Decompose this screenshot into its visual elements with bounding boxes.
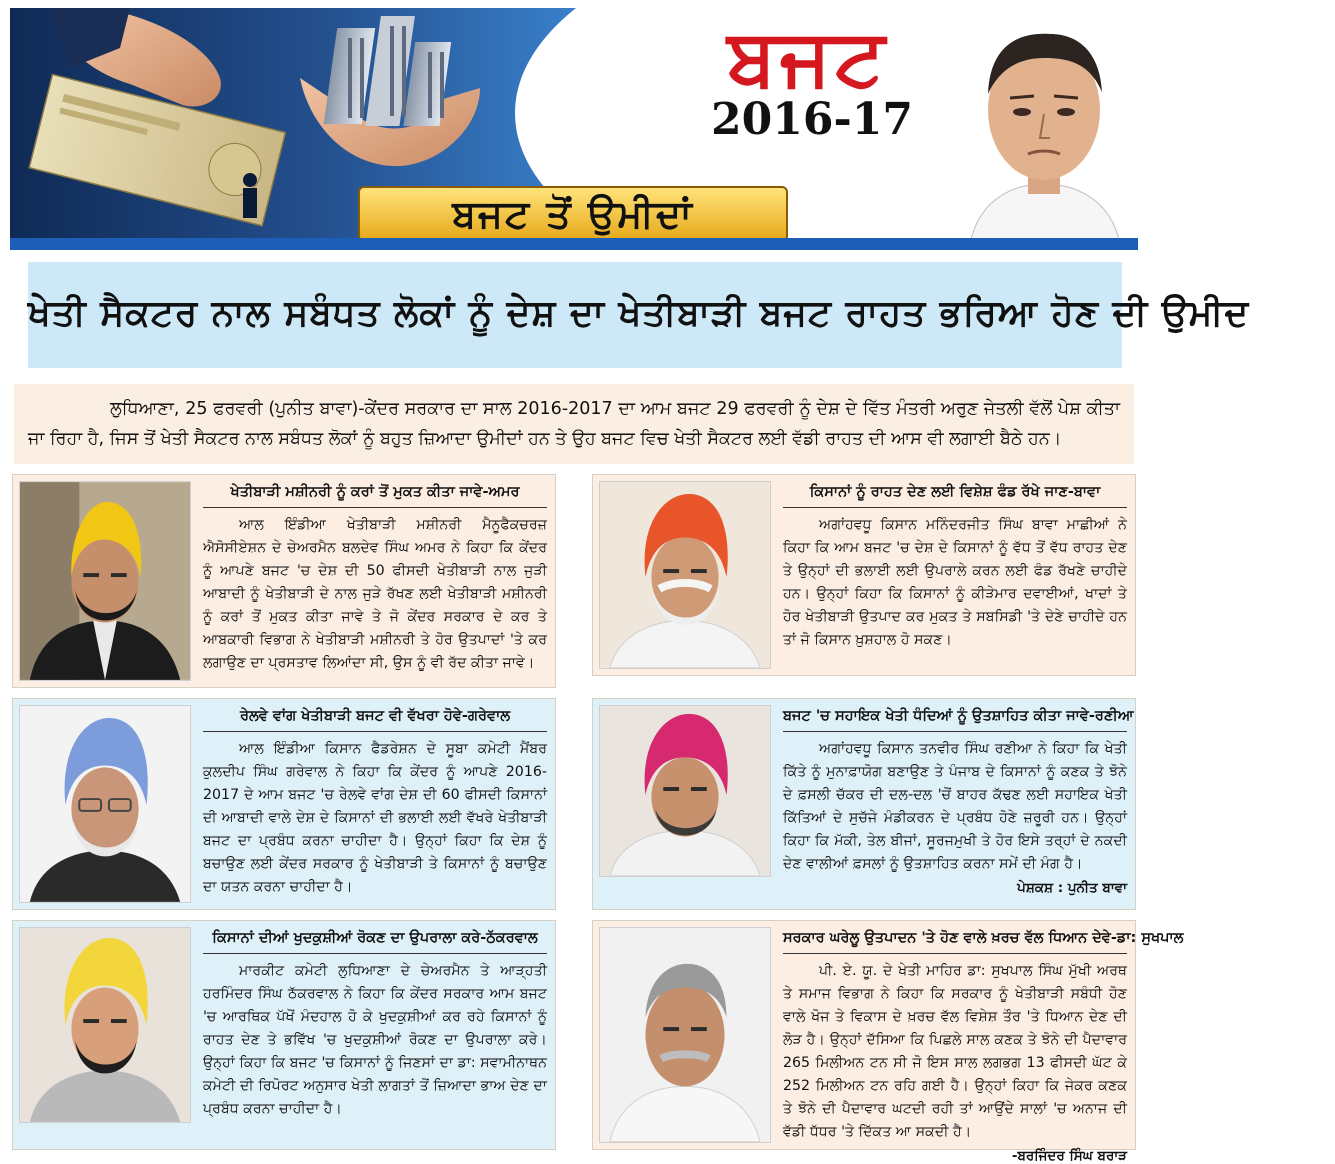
- card-title: ਕਿਸਾਨਾਂ ਦੀਆਂ ਖੁਦਕੁਸ਼ੀਆਂ ਰੋਕਣ ਦਾ ਉਪਰਾਲਾ ਕਰੇ-ਠੱਕਰਵਾਲ: [203, 927, 547, 954]
- person-portrait: [600, 482, 770, 668]
- card-paragraph: ਅਗਾਂਹਵਧੂ ਕਿਸਾਨ ਮਨਿੰਦਰਜੀਤ ਸਿੰਘ ਬਾਵਾ ਮਾਛੀਆਂ ਨੇ ਕਿਹਾ ਕਿ ਆਮ ਬਜਟ 'ਚ ਦੇਸ਼ ਦੇ ਕਿਸਾਨਾਂ ਨੂੰ ਵੱਧ ਤੋਂ ਵੱਧ ਰਾਹਤ ਦੇਣ ਤੇ ਉਨ੍ਹਾਂ ਦੀ ਭਲਾਈ ਲਈ ਉਪਰਾਲੇ ਕਰਨ ਲਈ ਫੰਡ ਰੱਖਣੇ ਚਾਹੀਦੇ ਹਨ। ਉਨ੍ਹਾਂ ਕਿਹਾ ਕਿ ਕਿਸਾਨਾਂ ਨੂੰ ਕੀੜੇਮਾਰ ਦਵਾਈਆਂ, ਖਾਦਾਂ ਤੇ ਹੋਰ ਖੇਤੀਬਾੜੀ ਉਤਪਾਦ ਕਰ ਮੁਕਤ ਤੇ ਸਬਸਿਡੀ 'ਤੇ ਦੇਣੇ ਚਾਹੀਦੇ ਹਨ ਤਾਂ ਜੋ ਕਿਸਾਨ ਖ਼ੁਸ਼ਹਾਲ ਹੋ ਸਕਣ।: [783, 517, 1127, 648]
- finance-minister-portrait: [950, 14, 1138, 244]
- person-portrait: [20, 706, 190, 902]
- person-photo: [19, 927, 191, 1123]
- card-paragraph: ਮਾਰਕੀਟ ਕਮੇਟੀ ਲੁਧਿਆਣਾ ਦੇ ਚੇਅਰਮੈਨ ਤੇ ਆੜ੍ਹਤੀ ਹਰਮਿੰਦਰ ਸਿੰਘ ਠੱਕਰਵਾਲ ਨੇ ਕਿਹਾ ਕਿ ਕੇਂਦਰ ਸਰਕਾਰ ਆਮ ਬਜਟ 'ਚ ਆਰਥਿਕ ਪੱਖੋਂ ਮੰਦਹਾਲ ਹੋ ਕੇ ਖੁਦਕੁਸ਼ੀਆਂ ਕਰ ਰਹੇ ਕਿਸਾਨਾਂ ਨੂੰ ਰਾਹਤ ਦੇਣ ਤੇ ਭਵਿੱਖ 'ਚ ਖੁਦਕੁਸ਼ੀਆਂ ਰੋਕਣ ਦਾ ਉਪਰਾਲਾ ਕਰੇ। ਉਨ੍ਹਾਂ ਕਿਹਾ ਕਿ ਬਜਟ 'ਚ ਕਿਸਾਨਾਂ ਨੂੰ ਜਿਣਸਾਂ ਦਾ ਡਾ: ਸਵਾਮੀਨਾਥਨ ਕਮੇਟੀ ਦੀ ਰਿਪੋਰਟ ਅਨੁਸਾਰ ਖੇਤੀ ਲਾਗਤਾਂ ਤੋਂ ਜ਼ਿਆਦਾ ਭਾਅ ਦੇਣ ਦਾ ਪ੍ਰਬੰਧ ਕਰਨਾ ਚਾਹੀਦਾ ਹੈ।: [203, 963, 547, 1117]
- card-paragraph: ਅਗਾਂਹਵਧੂ ਕਿਸਾਨ ਤਨਵੀਰ ਸਿੰਘ ਰਣੀਆ ਨੇ ਕਿਹਾ ਕਿ ਖੇਤੀ ਕਿੱਤੇ ਨੂੰ ਮੁਨਾਫ਼ਾਯੋਗ ਬਣਾਉਣ ਤੇ ਪੰਜਾਬ ਦੇ ਕਿਸਾਨਾਂ ਨੂੰ ਕਣਕ ਤੇ ਝੋਨੇ ਦੇ ਫ਼ਸਲੀ ਚੱਕਰ ਦੀ ਦਲ-ਦਲ 'ਚੋਂ ਬਾਹਰ ਕੱਢਣ ਲਈ ਸਹਾਇਕ ਖੇਤੀ ਕਿੱਤਿਆਂ ਦੇ ਸੁਚੱਜੇ ਮੰਡੀਕਰਨ ਦੇ ਪ੍ਰਬੰਧ ਹੋਣੇ ਜ਼ਰੂਰੀ ਹਨ। ਉਨ੍ਹਾਂ ਕਿਹਾ ਕਿ ਮੱਕੀ, ਤੇਲ ਬੀਜਾਂ, ਸੂਰਜਮੁਖੀ ਤੇ ਹੋਰ ਇਸੇ ਤਰ੍ਹਾਂ ਦੇ ਨਕਦੀ ਦੇਣ ਵਾਲੀਆਂ ਫ਼ਸਲਾਂ ਨੂੰ ਉਤਸ਼ਾਹਿਤ ਕਰਨਾ ਸਮੇਂ ਦੀ ਮੰਗ ਹੈ।: [783, 741, 1127, 872]
- person-photo: [599, 481, 771, 669]
- person-photo: [19, 705, 191, 903]
- card-body: [203, 705, 547, 899]
- card-body: [203, 927, 547, 1121]
- businessman-silhouette: [243, 173, 257, 218]
- card-paragraph: ਆਲ ਇੰਡੀਆ ਕਿਸਾਨ ਫੈਡਰੇਸ਼ਨ ਦੇ ਸੂਬਾ ਕਮੇਟੀ ਮੈਂਬਰ ਕੁਲਦੀਪ ਸਿੰਘ ਗਰੇਵਾਲ ਨੇ ਕਿਹਾ ਕਿ ਕੇਂਦਰ ਨੂੰ ਆਪਣੇ 2016-2017 ਦੇ ਆਮ ਬਜਟ 'ਚ ਰੇਲਵੇ ਵਾਂਗ ਦੇਸ਼ ਦੀ 60 ਫੀਸਦੀ ਕਿਸਾਨਾਂ ਦੀ ਆਬਾਦੀ ਵਾਲੇ ਦੇਸ਼ ਦੇ ਕਿਸਾਨਾਂ ਦੀ ਭਲਾਈ ਲਈ ਵੱਖਰੇ ਖੇਤੀਬਾੜੀ ਬਜਟ ਦਾ ਪ੍ਰਬੰਧ ਕਰਨਾ ਚਾਹੀਦਾ ਹੈ। ਉਨ੍ਹਾਂ ਕਿਹਾ ਕਿ ਦੇਸ਼ ਨੂੰ ਬਚਾਉਣ ਲਈ ਕੇਂਦਰ ਸਰਕਾਰ ਨੂੰ ਖੇਤੀਬਾੜੀ ਤੇ ਕਿਸਾਨਾਂ ਨੂੰ ਬਚਾਉਣ ਦਾ ਯਤਨ ਕਰਨਾ ਚਾਹੀਦਾ ਹੈ।: [203, 741, 547, 895]
- opinion-card: [12, 474, 556, 688]
- budget-subtitle: ਬਜਟ ਤੋਂ ਉਮੀਦਾਂ: [358, 186, 788, 242]
- budget-year: 2016-17: [711, 94, 913, 145]
- opinion-card: [592, 474, 1136, 676]
- budget-title: ਬਜਟ: [727, 13, 889, 103]
- person-photo: [599, 927, 771, 1143]
- opinion-card: [592, 698, 1136, 910]
- opinion-card: [592, 920, 1184, 1164]
- card-text: [203, 738, 547, 899]
- person-portrait: [20, 482, 190, 680]
- card-text: [783, 514, 1127, 652]
- card-text: [203, 960, 547, 1121]
- opinion-card: [12, 920, 556, 1150]
- intro-paragraph: [14, 384, 1134, 464]
- opinion-card: [12, 698, 556, 910]
- person-portrait: [600, 928, 770, 1142]
- person-portrait: [20, 928, 190, 1122]
- card-text: [783, 960, 1127, 1144]
- card-paragraph: ਪੀ. ਏ. ਯੂ. ਦੇ ਖੇਤੀ ਮਾਹਿਰ ਡਾ: ਸੁਖਪਾਲ ਸਿੰਘ ਮੁੱਖੀ ਅਰਥ ਤੇ ਸਮਾਜ ਵਿਭਾਗ ਨੇ ਕਿਹਾ ਕਿ ਸਰਕਾਰ ਨੂੰ ਖੇਤੀਬਾੜੀ ਸਬੰਧੀ ਹੋਣ ਵਾਲੇ ਖੋਜ ਤੇ ਵਿਕਾਸ ਦੇ ਖ਼ਰਚ ਵੱਲ ਵਿਸ਼ੇਸ਼ ਤੌਰ 'ਤੇ ਧਿਆਨ ਦੇਣ ਦੀ ਲੋੜ ਹੈ। ਉਨ੍ਹਾਂ ਦੱਸਿਆ ਕਿ ਪਿਛਲੇ ਸਾਲ ਕਣਕ ਤੇ ਝੋਨੇ ਦੀ ਪੈਦਾਵਾਰ 265 ਮਿਲੀਅਨ ਟਨ ਸੀ ਜੋ ਇਸ ਸਾਲ ਲਗਭਗ 13 ਫੀਸਦੀ ਘੱਟ ਕੇ 252 ਮਿਲੀਅਨ ਟਨ ਰਹਿ ਗਈ ਹੈ। ਉਨ੍ਹਾਂ ਕਿਹਾ ਕਿ ਜੇਕਰ ਕਣਕ ਤੇ ਝੋਨੇ ਦੀ ਪੈਦਾਵਾਰ ਘਟਦੀ ਰਹੀ ਤਾਂ ਆਉਂਦੇ ਸਾਲਾਂ 'ਚ ਅਨਾਜ ਦੀ ਵੱਡੀ ਧੱਧਰ 'ਤੇ ਦਿੱਕਤ ਆ ਸਕਦੀ ਹੈ।: [783, 963, 1127, 1140]
- person-portrait: [600, 706, 770, 876]
- card-paragraph: ਆਲ ਇੰਡੀਆ ਖੇਤੀਬਾੜੀ ਮਸ਼ੀਨਰੀ ਮੈਨੂਫੈਕਚਰਜ਼ ਐਸੋਸੀਏਸ਼ਨ ਦੇ ਚੇਅਰਮੈਨ ਬਲਦੇਵ ਸਿੰਘ ਅਮਰ ਨੇ ਕਿਹਾ ਕਿ ਕੇਂਦਰ ਨੂੰ ਆਪਣੇ ਬਜਟ 'ਚ ਦੇਸ਼ ਦੀ 50 ਫੀਸਦੀ ਖੇਤੀਬਾੜੀ ਨਾਲ ਜੁੜੀ ਆਬਾਦੀ ਨੂੰ ਖੇਤੀਬਾੜੀ ਦੇ ਨਾਲ ਜੁੜੇ ਰੱਖਣ ਲਈ ਖੇਤੀਬਾੜੀ ਮਸ਼ੀਨਰੀ ਨੂੰ ਕਰਾਂ ਤੋਂ ਮੁਕਤ ਕੀਤਾ ਜਾਵੇ ਤੇ ਜੋ ਕੇਂਦਰ ਸਰਕਾਰ ਦੇ ਕਰ ਤੇ ਆਬਕਾਰੀ ਵਿਭਾਗ ਨੇ ਖੇਤੀਬਾੜੀ ਮਸ਼ੀਨਰੀ ਤੇ ਹੋਰ ਉਤਪਾਦਾਂ 'ਤੇ ਕਰ ਲਗਾਉਣ ਦਾ ਪ੍ਰਸਤਾਵ ਲਿਆਂਦਾ ਸੀ, ਉਸ ਨੂੰ ਵੀ ਰੱਦ ਕੀਤਾ ਜਾਵੇ।: [203, 517, 547, 671]
- card-body: [203, 481, 547, 675]
- card-text: [203, 514, 547, 675]
- person-photo: [19, 481, 191, 681]
- card-title: ਸਰਕਾਰ ਘਰੇਲੂ ਉਤਪਾਦਨ 'ਤੇ ਹੋਣ ਵਾਲੇ ਖ਼ਰਚ ਵੱਲ ਧਿਆਨ ਦੇਵੇ-ਡਾ: ਸੁਖਪਾਲ: [783, 927, 1127, 954]
- card-title: ਰੇਲਵੇ ਵਾਂਗ ਖੇਤੀਬਾੜੀ ਬਜਟ ਵੀ ਵੱਖਰਾ ਹੋਵੇ-ਗਰੇਵਾਲ: [203, 705, 547, 732]
- banner-bottom-band: [10, 238, 1138, 250]
- card-body: [783, 481, 1127, 652]
- card-credit: -ਬਰਜਿੰਦਰ ਸਿੰਘ ਬਰਾੜ: [1011, 1148, 1127, 1164]
- card-body: [783, 705, 1134, 896]
- person-photo: [599, 705, 771, 877]
- card-credit: ਪੇਸ਼ਕਸ਼ : ਪੁਨੀਤ ਬਾਵਾ: [1017, 880, 1127, 896]
- card-title: ਬਜਟ 'ਚ ਸਹਾਇਕ ਖੇਤੀ ਧੰਦਿਆਂ ਨੂੰ ਉਤਸ਼ਾਹਿਤ ਕੀਤਾ ਜਾਵੇ-ਰਣੀਆ: [783, 705, 1127, 732]
- intro-text: ਲੁਧਿਆਣਾ, 25 ਫਰਵਰੀ (ਪੁਨੀਤ ਬਾਵਾ)-ਕੇਂਦਰ ਸਰਕਾਰ ਦਾ ਸਾਲ 2016-2017 ਦਾ ਆਮ ਬਜਟ 29 ਫਰਵਰੀ ਨੂੰ ਦੇਸ਼ ਦੇ ਵਿੱਤ ਮੰਤਰੀ ਅਰੁਣ ਜੇਤਲੀ ਵੱਲੋਂ ਪੇਸ਼ ਕੀਤਾ ਜਾ ਰਿਹਾ ਹੈ, ਜਿਸ ਤੋਂ ਖੇਤੀ ਸੈਕਟਰ ਨਾਲ ਸਬੰਧਤ ਲੋਕਾਂ ਨੂੰ ਬਹੁਤ ਜ਼ਿਆਦਾ ਉਮੀਦਾਂ ਹਨ ਤੇ ਉਹ ਬਜਟ ਵਿਚ ਖੇਤੀ ਸੈਕਟਰ ਲਈ ਵੱਡੀ ਰਾਹਤ ਦੀ ਆਸ ਵੀ ਲਗਾਈ ਬੈਠੇ ਹਨ।: [28, 399, 1120, 449]
- budget-banner: [10, 8, 1138, 250]
- card-title: ਕਿਸਾਨਾਂ ਨੂੰ ਰਾਹਤ ਦੇਣ ਲਈ ਵਿਸ਼ੇਸ਼ ਫੰਡ ਰੱਖੇ ਜਾਣ-ਬਾਵਾ: [783, 481, 1127, 508]
- card-text: [783, 738, 1127, 876]
- card-body: [783, 927, 1184, 1164]
- buildings: [324, 16, 452, 126]
- main-headline: ਖੇਤੀ ਸੈਕਟਰ ਨਾਲ ਸਬੰਧਤ ਲੋਕਾਂ ਨੂੰ ਦੇਸ਼ ਦਾ ਖੇਤੀਬਾੜੀ ਬਜਟ ਰਾਹਤ ਭਰਿਆ ਹੋਣ ਦੀ ਉਮੀਦ: [28, 262, 1122, 368]
- card-title: ਖੇਤੀਬਾੜੀ ਮਸ਼ੀਨਰੀ ਨੂੰ ਕਰਾਂ ਤੋਂ ਮੁਕਤ ਕੀਤਾ ਜਾਵੇ-ਅਮਰ: [203, 481, 547, 508]
